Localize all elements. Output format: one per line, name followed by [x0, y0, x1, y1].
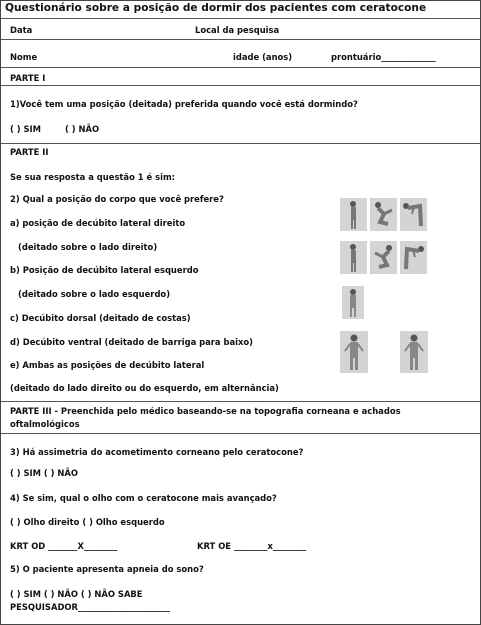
option-a[interactable]: a) posição de decúbito lateral direito	[10, 218, 186, 228]
person-curled-right-icon	[370, 198, 397, 231]
part-3-heading	[10, 406, 401, 416]
question-1: 1)Você tem uma posição (deitada) preferida quando você está dormindo?	[10, 99, 358, 109]
record-number-label: prontuário_____________	[331, 52, 436, 62]
part-2-condition: Se sua resposta a questão 1 é sim:	[10, 172, 176, 182]
name-label: Nome	[10, 52, 38, 62]
person-prone-icon	[340, 331, 368, 373]
part-1-heading: PARTE I	[10, 73, 46, 83]
part-3-label: PARTE III	[10, 406, 52, 416]
form-title: Questionário sobre a posição de dormir dos pacientes com ceratocone	[5, 2, 427, 14]
option-e[interactable]: e) Ambas as posições de decúbito lateral	[10, 360, 205, 370]
option-b-note: (deitado sobre o lado esquerdo)	[18, 289, 171, 299]
divider	[1, 143, 480, 144]
divider	[1, 85, 480, 86]
person-bent-right-icon	[400, 198, 427, 231]
option-d[interactable]: d) Decúbito ventral (deitado de barriga para baixo)	[10, 337, 253, 347]
part-2-heading: PARTE II	[10, 147, 49, 157]
person-side-alternating-icon	[400, 331, 428, 373]
q4-options[interactable]: ( ) Olho direito ( ) Olho esquerdo	[10, 517, 165, 527]
q1-no-option[interactable]: ( ) NÃO	[65, 124, 100, 134]
q1-yes-option[interactable]: ( ) SIM	[10, 124, 41, 134]
person-lying-right-icon	[340, 198, 367, 231]
question-3: 3) Há assimetria do acometimento corneano pelo ceratocone?	[10, 447, 304, 457]
krt-od-field[interactable]: KRT OD _______X________	[10, 541, 118, 551]
q5-options[interactable]: ( ) SIM ( ) NÃO ( ) NÃO SABE	[10, 589, 143, 599]
part-3-heading-text: - Preenchida pelo médico baseando-se na topografia corneana e achados	[51, 406, 401, 416]
location-label: Local da pesquisa	[195, 25, 280, 35]
krt-oe-field[interactable]: KRT OE ________x________	[197, 541, 307, 551]
date-label: Data	[10, 25, 33, 35]
divider	[1, 401, 480, 402]
question-5: 5) O paciente apresenta apneia do sono?	[10, 564, 204, 574]
person-bent-left-icon	[400, 241, 427, 274]
divider	[1, 433, 480, 434]
option-a-note: (deitado sobre o lado direito)	[18, 242, 158, 252]
researcher-field[interactable]: PESQUISADOR______________________	[10, 602, 171, 612]
person-supine-icon	[342, 286, 364, 319]
person-curled-left-icon	[370, 241, 397, 274]
question-4: 4) Se sim, qual o olho com o ceratocone mais avançado?	[10, 493, 277, 503]
option-b[interactable]: b) Posição de decúbito lateral esquerdo	[10, 265, 199, 275]
divider	[1, 18, 480, 19]
question-2: 2) Qual a posição do corpo que você prefere?	[10, 194, 224, 204]
option-e-note: (deitado do lado direito ou do esquerdo, em alternância)	[10, 383, 279, 393]
option-c[interactable]: c) Decúbito dorsal (deitado de costas)	[10, 313, 191, 323]
age-label: idade (anos)	[233, 52, 293, 62]
divider	[1, 39, 480, 40]
person-lying-left-icon	[340, 241, 367, 274]
q3-options[interactable]: ( ) SIM ( ) NÃO	[10, 468, 78, 478]
divider	[1, 67, 480, 68]
part-3-heading-line2: oftalmológicos	[10, 419, 80, 429]
